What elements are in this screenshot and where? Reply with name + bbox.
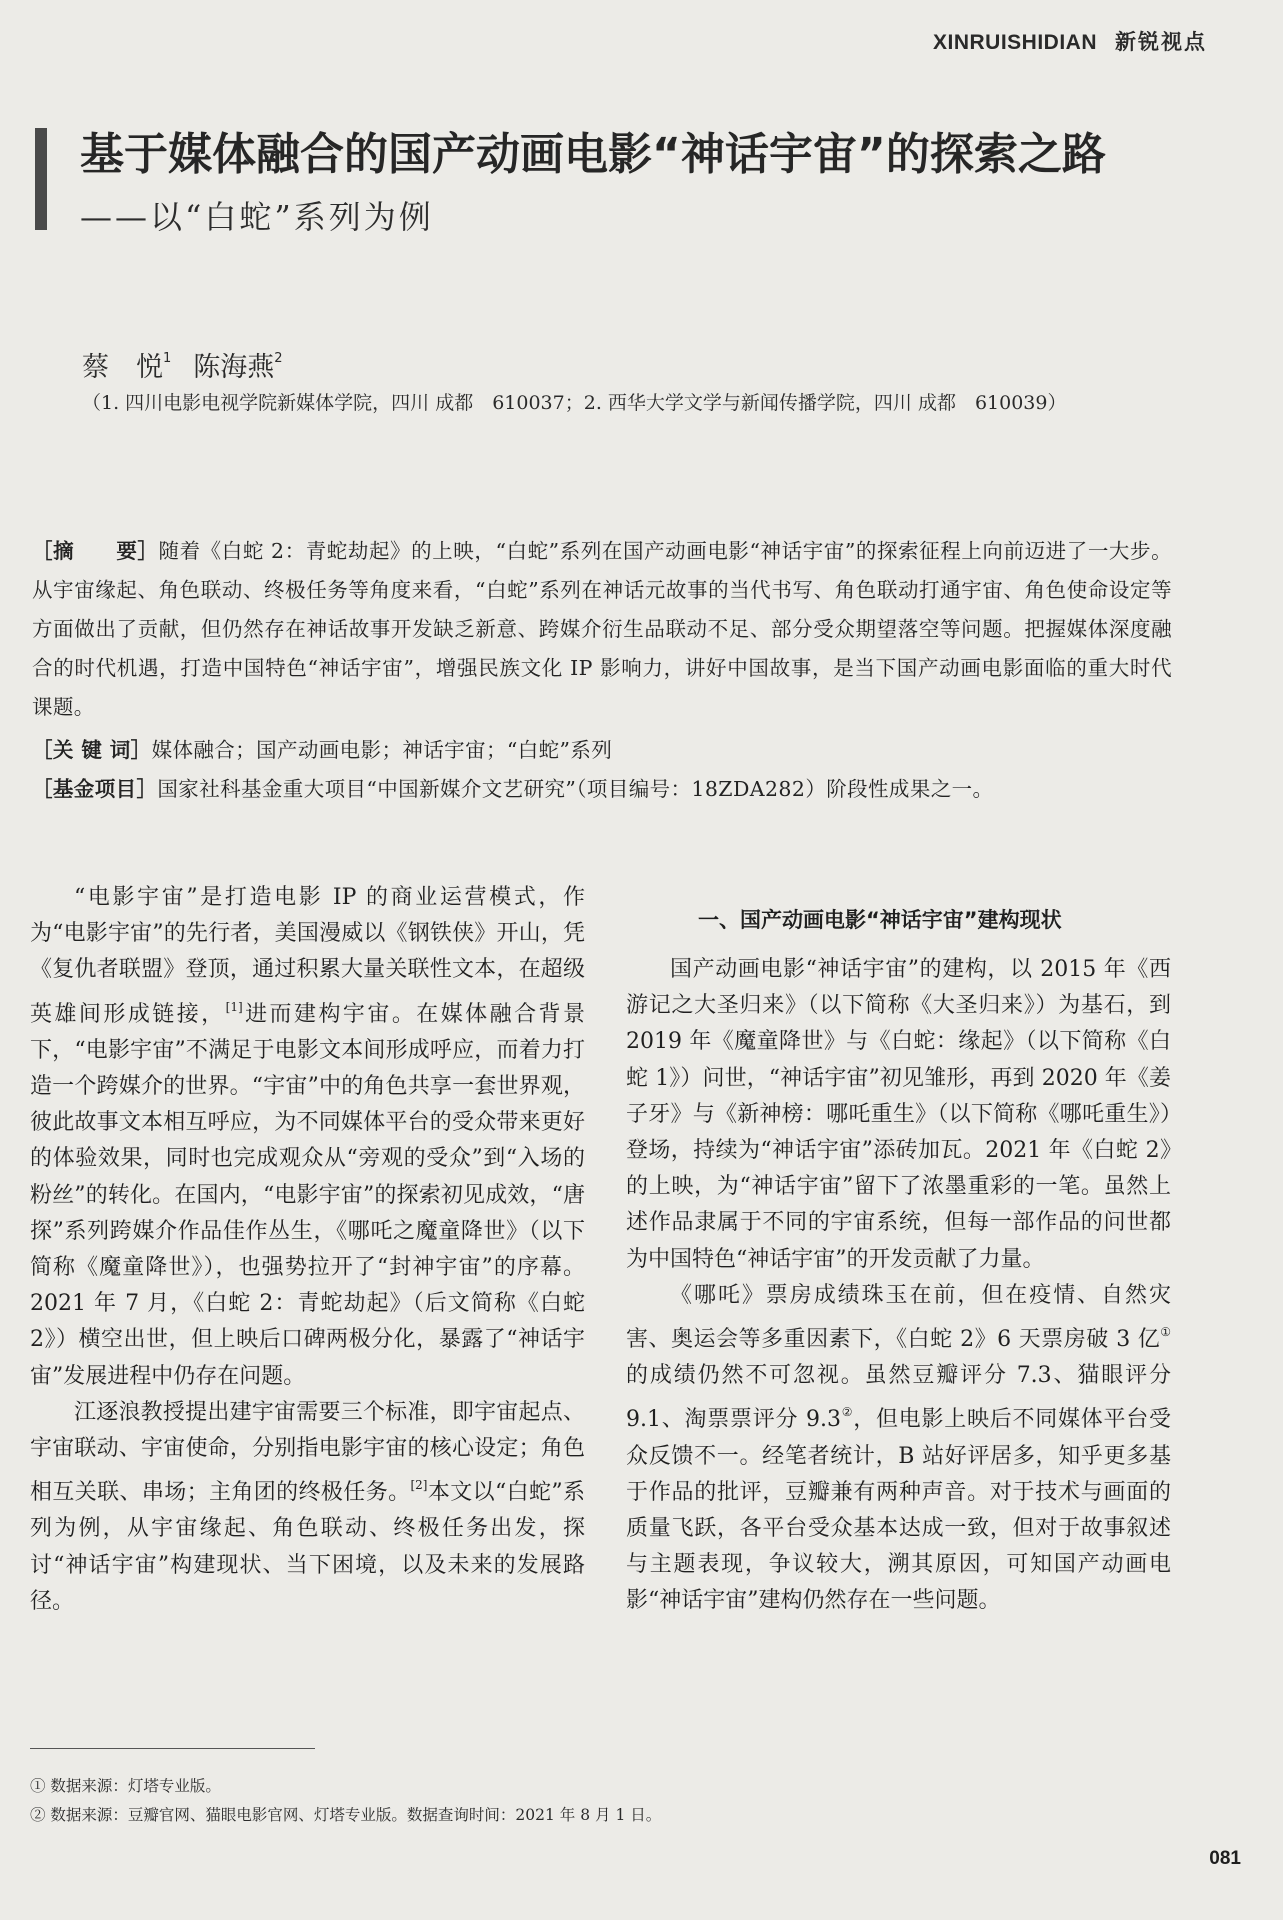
citation-ref: [2] — [410, 1478, 428, 1493]
body-paragraph: 国产动画电影“神话宇宙”的建构，以 2015 年《西游记之大圣归来》（以下简称《大圣归来》）为基石，到 2019 年《魔童降世》与《白蛇：缘起》（以下简称《白蛇 1》）问世，“神话宇宙”初见雏形，再到 2020 年《姜子牙》与《新神榜：哪吒重生》（以下简称《哪吒重生》）登场，持续为“神话宇宙”添砖加瓦。2021 年《白蛇 2》的上映，为“神话宇宙”留下了浓墨重彩的一笔。虽然上述作品隶属于不同的宇宙系统，但每一部作品的问世都为中国特色“神话宇宙”的开发贡献了力量。 — [626, 957, 1171, 1272]
body-left-column — [30, 880, 585, 1620]
body-right-column — [626, 902, 1171, 1620]
keywords — [32, 731, 1172, 770]
affiliation: （1. 四川电影电视学院新媒体学院，四川 成都 610037；2. 西华大学文学与新闻传播学院，四川 成都 610039） — [82, 392, 1067, 414]
author-1: 蔡 悦$^1$ — [82, 351, 172, 383]
body-paragraph: “电影宇宙”是打造电影 IP 的商业运营模式，作为“电影宇宙”的先行者，美国漫威以《钢铁侠》开山，凭《复仇者联盟》登顶，通过积累大量关联性文本，在超级英雄间形成链接，[1]进而建构宇宙。在媒体融合背景下，“电影宇宙”不满足于电影文本间形成呼应，而着力打造一个跨媒介的世界。“宇宙”中的角色共享一套世界观，彼此故事文本相互呼应，为不同媒体平台的受众带来更好的体验效果，同时也完成观众从“旁观的受众”到“入场的粉丝”的转化。在国内，“电影宇宙”的探索初见成效，“唐探”系列跨媒介作品佳作丛生，《哪吒之魔童降世》（以下简称《魔童降世》），也强势拉开了“封神宇宙”的序幕。2021 年 7 月，《白蛇 2：青蛇劫起》（后文简称《白蛇 2》）横空出世，但上映后口碑两极分化，暴露了“神话宇宙”发展进程中仍存在问题。 — [30, 885, 585, 1389]
author-line — [82, 345, 283, 384]
body-paragraph: 江逐浪教授提出建宇宙需要三个标准，即宇宙起点、宇宙联动、宇宙使命，分别指电影宇宙的核心设定；角色相互关联、串场；主角团的终极任务。[2]本文以“白蛇”系列为例，从宇宙缘起、角色联动、终极任务出发，探讨“神话宇宙”构建现状、当下困境，以及未来的发展路径。 — [30, 1399, 585, 1614]
body-paragraph: 《哪吒》票房成绩珠玉在前，但在疫情、自然灾害、奥运会等多重因素下，《白蛇 2》6 天票房破 3 亿①的成绩仍然不可忽视。虽然豆瓣评分 7.3、猫眼评分 9.1、淘票票评分 9.3②，但电影上映后不同媒体平台受众反馈不一。经笔者统计，B 站好评居多，知乎更多基于作品的批评，豆瓣兼有两种声音。对于技术与画面的质量飞跃，各平台受众基本达成一致，但对于故事叙述与主题表现，争议较大，溯其原因，可知国产动画电影“神话宇宙”建构仍然存在一些问题。 — [626, 1282, 1171, 1614]
fund-text: 国家社科基金重大项目“中国新媒介文艺研究”（项目编号：18ZDA282）阶段性成果之一。 — [157, 777, 994, 801]
footnote: ② 数据来源：豆瓣官网、猫眼电影官网、灯塔专业版。数据查询时间：2021 年 8 月 1 日。 — [30, 1806, 662, 1824]
running-head — [933, 26, 1207, 56]
keywords-text: 媒体融合；国产动画电影；神话宇宙；“白蛇”系列 — [151, 738, 613, 762]
article-title: 基于媒体融合的国产动画电影“神话宇宙”的探索之路 — [80, 129, 1106, 180]
running-head-en: XINRUISHIDIAN — [932, 31, 1097, 54]
page-number: 081 — [1209, 1848, 1241, 1869]
abstract-text: 随着《白蛇 2：青蛇劫起》的上映，“白蛇”系列在国产动画电影“神话宇宙”的探索征程上向前迈进了一大步。从宇宙缘起、角色联动、终极任务等角度来看，“白蛇”系列在神话元故事的当代书写、角色联动打通宇宙、角色使命设定等方面做出了贡献，但仍然存在神话故事开发缺乏新意、跨媒介衍生品联动不足、部分受众期望落空等问题。把握媒体深度融合的时代机遇，打造中国特色“神话宇宙”，增强民族文化 IP 影响力，讲好中国故事，是当下国产动画电影面临的重大时代课题。 — [32, 539, 1172, 719]
abstract-label: ［摘 要］ — [32, 539, 159, 563]
abstract — [32, 532, 1172, 727]
footnote-marker: ① — [1160, 1325, 1171, 1340]
abstract-block — [32, 532, 1172, 809]
fund — [32, 770, 1172, 809]
author-2: 陈海燕$^2$ — [193, 351, 283, 383]
footnotes — [30, 1772, 661, 1830]
footnote-divider — [30, 1748, 315, 1749]
article-subtitle: ——以“白蛇”系列为例 — [80, 198, 434, 236]
citation-ref: [1] — [225, 999, 243, 1014]
footnote: ① 数据来源：灯塔专业版。 — [30, 1777, 221, 1795]
running-head-cn: 新锐视点 — [1115, 31, 1207, 54]
title-accent-bar — [35, 128, 47, 230]
footnote-marker: ② — [840, 1405, 854, 1420]
fund-label: ［基金项目］ — [32, 777, 158, 801]
section-heading: 一、国产动画电影“神话宇宙”建构现状 — [698, 908, 1062, 932]
keywords-label: ［关 键 词］ — [32, 738, 152, 762]
